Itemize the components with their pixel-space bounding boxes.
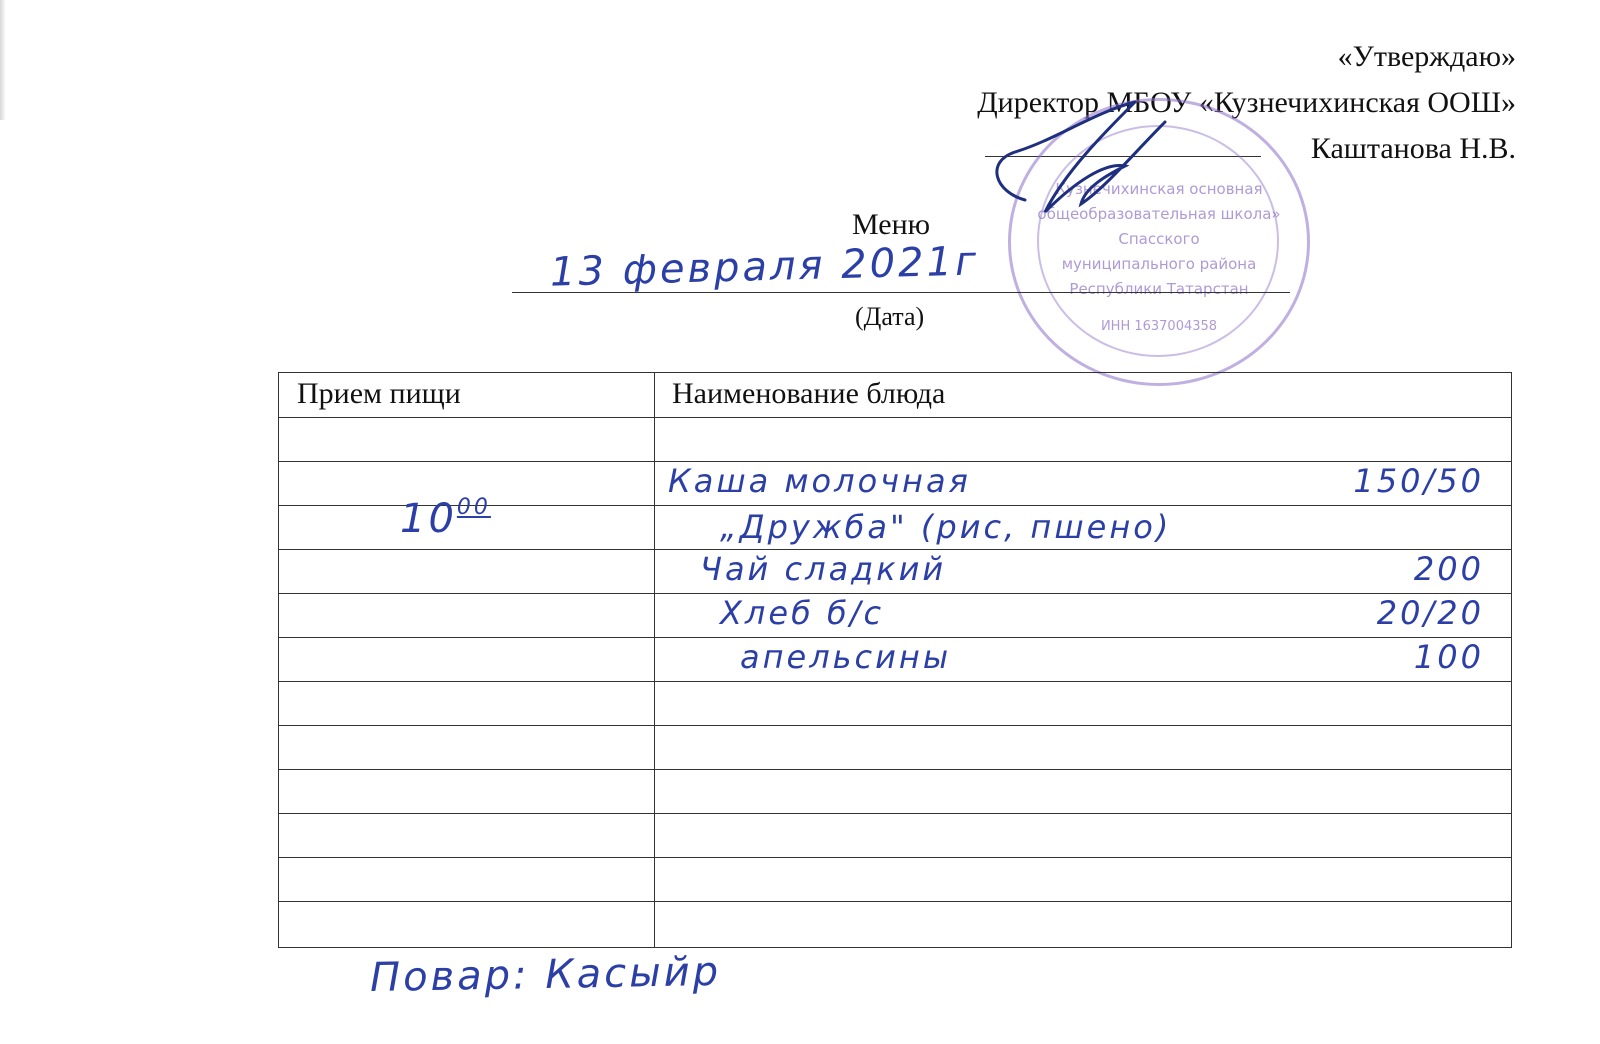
dish-row bbox=[700, 550, 1498, 594]
dish-row bbox=[740, 638, 1498, 682]
dish-name: Хлеб б/с bbox=[720, 594, 885, 632]
dish-qty: 20/20 bbox=[1376, 594, 1484, 632]
dish-row bbox=[720, 594, 1498, 638]
stamp-line: общеобразовательная школа» bbox=[1037, 205, 1281, 223]
header-meal: Прием пищи bbox=[297, 377, 461, 410]
meal-time-minutes: 00 bbox=[456, 495, 491, 520]
dish-qty: 150/50 bbox=[1353, 462, 1484, 500]
dish-qty: 200 bbox=[1413, 550, 1484, 588]
row-line bbox=[279, 769, 1511, 770]
dish-name: Чай сладкий bbox=[700, 550, 947, 588]
row-line bbox=[279, 417, 1511, 418]
stamp-inn: ИНН 1637004358 bbox=[1100, 319, 1218, 334]
page-title: Меню bbox=[852, 208, 931, 241]
row-line bbox=[279, 857, 1511, 858]
stamp-line: Спасского bbox=[1118, 230, 1200, 248]
date-line bbox=[512, 292, 1290, 293]
dish-row bbox=[720, 508, 1410, 552]
scan-edge-shadow bbox=[0, 0, 6, 120]
director-signature bbox=[985, 92, 1185, 222]
dish-row bbox=[668, 462, 1498, 506]
dish-name: Каша молочная bbox=[668, 462, 971, 500]
column-divider bbox=[654, 373, 655, 947]
stamp-line: муниципального района bbox=[1061, 255, 1257, 273]
stamp-line: Кузнечихинская основная bbox=[1055, 180, 1263, 198]
dish-qty: 100 bbox=[1413, 638, 1484, 676]
director-name: Каштанова Н.В. bbox=[1310, 132, 1516, 165]
approval-word: «Утверждаю» bbox=[1337, 40, 1516, 73]
director-position: Директор МБОУ «Кузнечихинская ООШ» bbox=[977, 86, 1516, 119]
header-dish: Наименование блюда bbox=[672, 377, 946, 410]
row-line bbox=[279, 901, 1511, 902]
meal-time-hours: 10 bbox=[400, 496, 457, 542]
dish-name: апельсины bbox=[740, 638, 952, 676]
date-caption: (Дата) bbox=[855, 302, 925, 331]
meal-time bbox=[400, 495, 491, 542]
row-line bbox=[279, 725, 1511, 726]
cook-signature: Повар: Касыйр bbox=[369, 948, 722, 1002]
row-line bbox=[279, 813, 1511, 814]
stamp-line: Республики Татарстан bbox=[1069, 280, 1249, 298]
dish-name: „Дружба" (рис, пшено) bbox=[720, 508, 1172, 546]
handwritten-date: 13 февраля 2021г bbox=[549, 238, 980, 296]
